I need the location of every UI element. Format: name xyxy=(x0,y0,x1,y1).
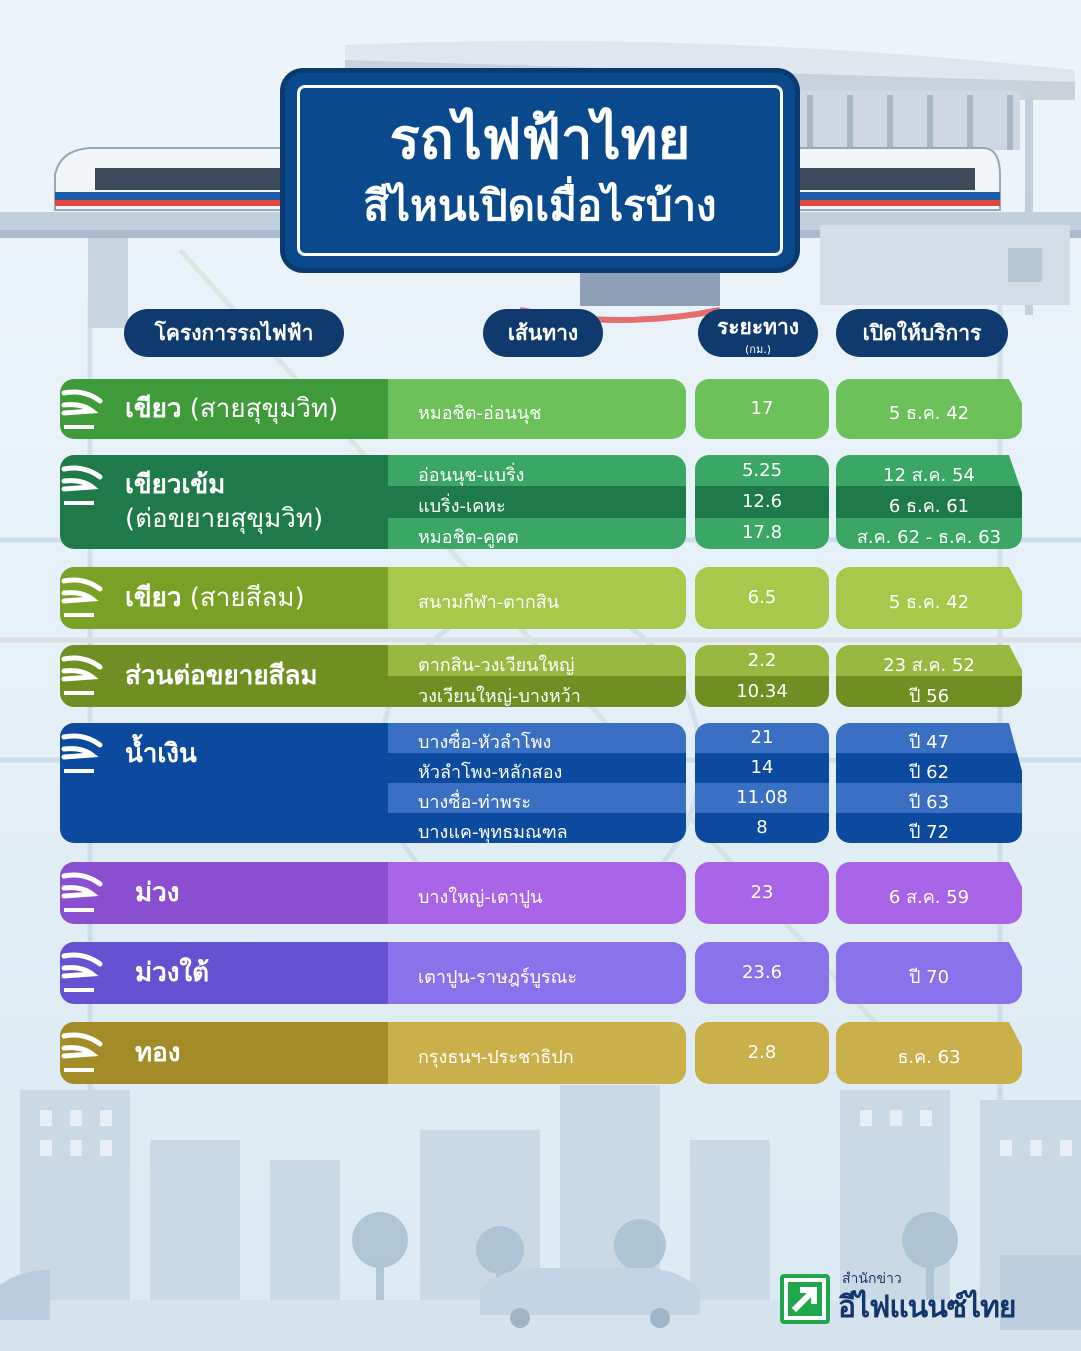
line-name-main: เขียว xyxy=(125,394,182,424)
route-opening: ปี 63 xyxy=(908,792,950,813)
route-opening: ปี 56 xyxy=(908,685,950,707)
line-name-main: เขียว xyxy=(125,583,182,613)
route-name: บางซื่อ-ท่าพระ xyxy=(418,792,532,813)
route-distance: 17.8 xyxy=(741,522,783,544)
line-row xyxy=(0,1022,1081,1084)
route-name: วงเวียนใหญ่-บางหว้า xyxy=(418,685,581,707)
route-distance: 2.2 xyxy=(747,649,777,671)
header-opening-label: เปิดให้บริการ xyxy=(862,320,982,345)
route-name: เตาปูน-ราษฎร์บูรณะ xyxy=(418,967,578,988)
line-name xyxy=(125,392,338,426)
line-name xyxy=(135,956,209,990)
title-frame xyxy=(297,85,783,256)
route-distance: 10.34 xyxy=(736,680,788,702)
line-name xyxy=(135,1036,180,1070)
route-name: อ่อนนุช-แบริ่ง xyxy=(418,464,525,486)
route-distance: 23.6 xyxy=(741,962,783,983)
line-name xyxy=(125,737,197,771)
header-project-label: โครงการรถไฟฟ้า xyxy=(154,320,314,345)
title-line-2: สีไหนเปิดเมื่อไรบ้าง xyxy=(363,180,717,230)
route-name: หมอชิต-อ่อนนุช xyxy=(418,403,542,424)
route-distance: 5.25 xyxy=(741,459,783,481)
header-opening xyxy=(836,309,1008,357)
train-icon xyxy=(60,1022,110,1082)
line-name-main: ม่วง xyxy=(135,878,180,908)
route-opening: 6 ธ.ค. 61 xyxy=(888,496,970,517)
line-row xyxy=(0,455,1081,549)
route-opening: 5 ธ.ค. 42 xyxy=(888,403,970,424)
line-row xyxy=(0,379,1081,439)
logo-brand-text: อีไฟแนนซ์ไทย xyxy=(838,1290,1016,1325)
line-row xyxy=(0,862,1081,924)
route-opening: 23 ส.ค. 52 xyxy=(883,654,975,676)
route-opening: ปี 70 xyxy=(908,967,950,988)
line-name-sub: (สายสุขุมวิท) xyxy=(181,394,339,424)
route-distance: 14 xyxy=(750,757,774,778)
route-opening: ปี 62 xyxy=(908,762,950,783)
arrow-up-right-icon xyxy=(780,1274,830,1324)
logo-small-text: สำนักข่าว xyxy=(842,1271,902,1287)
line-name xyxy=(125,468,323,536)
route-distance: 23 xyxy=(750,882,774,903)
route-name: หัวลำโพง-หลักสอง xyxy=(418,762,563,783)
route-name: บางแค-พุทธมณฑล xyxy=(418,822,568,843)
line-name-main: น้ำเงิน xyxy=(125,739,197,769)
route-opening: 12 ส.ค. 54 xyxy=(883,464,975,486)
route-distance: 11.08 xyxy=(736,787,788,808)
route-opening: ปี 47 xyxy=(908,732,950,753)
route-opening: ส.ค. 62 - ธ.ค. 63 xyxy=(856,527,1002,549)
route-distance: 6.5 xyxy=(747,587,777,608)
route-name: กรุงธนฯ-ประชาธิปก xyxy=(418,1047,574,1068)
line-row xyxy=(0,723,1081,843)
train-icon xyxy=(60,455,110,515)
route-distance: 8 xyxy=(756,817,768,838)
line-name-main: เขียวเข้ม xyxy=(125,470,226,500)
line-row xyxy=(0,567,1081,629)
line-name-main: ส่วนต่อขยายสีลม xyxy=(125,661,318,691)
route-distance: 2.8 xyxy=(747,1042,777,1063)
header-distance-unit: (กม.) xyxy=(745,342,771,356)
line-row xyxy=(0,645,1081,707)
line-name-sub: (ต่อขยายสุขุมวิท) xyxy=(125,504,324,534)
route-name: แบริ่ง-เคหะ xyxy=(418,496,506,517)
route-name: บางใหญ่-เตาปูน xyxy=(418,887,543,908)
line-name xyxy=(125,581,305,615)
route-name: ตากสิน-วงเวียนใหญ่ xyxy=(418,654,575,676)
route-opening: 6 ส.ค. 59 xyxy=(888,887,970,908)
line-name xyxy=(125,659,318,693)
route-distance: 21 xyxy=(750,727,774,748)
header-distance-label: ระยะทาง xyxy=(716,314,800,339)
train-icon xyxy=(60,567,110,627)
route-name: สนามกีฬา-ตากสิน xyxy=(418,592,560,613)
train-icon xyxy=(60,645,110,705)
train-icon xyxy=(60,379,110,439)
route-name: บางซื่อ-หัวลำโพง xyxy=(418,732,552,753)
line-name xyxy=(135,876,179,910)
header-distance xyxy=(698,309,818,357)
route-opening: 5 ธ.ค. 42 xyxy=(888,592,970,613)
line-name-main: ม่วงใต้ xyxy=(135,958,210,988)
line-row xyxy=(0,942,1081,1004)
route-opening: ปี 72 xyxy=(908,822,950,843)
line-name-sub: (สายสีลม) xyxy=(181,583,305,613)
train-icon xyxy=(60,862,110,922)
train-icon xyxy=(60,942,110,1002)
header-route-label: เส้นทาง xyxy=(507,320,579,345)
header-route xyxy=(483,309,603,357)
route-distance: 12.6 xyxy=(741,491,783,512)
line-name-main: ทอง xyxy=(135,1038,181,1068)
route-distance: 17 xyxy=(750,398,774,419)
route-name: หมอชิต-คูคต xyxy=(418,527,519,549)
publisher-logo xyxy=(780,1268,1050,1328)
route-opening: ธ.ค. 63 xyxy=(897,1047,961,1068)
train-icon xyxy=(60,723,110,783)
title-banner xyxy=(285,73,795,268)
title-line-1: รถไฟฟ้าไทย xyxy=(389,106,691,172)
header-project xyxy=(124,309,344,357)
